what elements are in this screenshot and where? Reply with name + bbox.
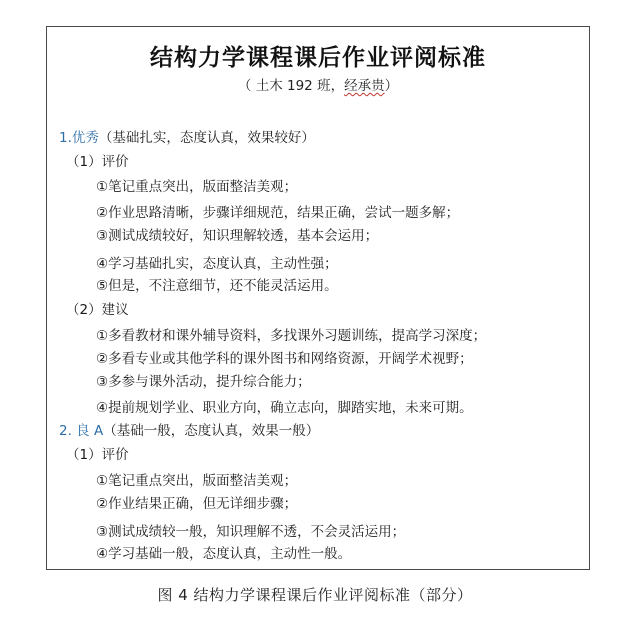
- standards-document: [46, 26, 590, 570]
- section-excellent-heading: [59, 126, 315, 146]
- document-title: 结构力学课程课后作业评阅标准: [150, 45, 486, 71]
- section-number: 1.优秀: [59, 130, 99, 146]
- criteria-item: ⑤但是，不注意细节，还不能灵活运用。: [96, 278, 338, 294]
- suggestion-item: ④提前规划学业、职业方向，确立志向，脚踏实地，未来可期。: [96, 400, 473, 416]
- subtitle-close: ）: [384, 78, 399, 94]
- subtitle-class: （ 土木 192 班，: [237, 78, 345, 94]
- document-subtitle: [47, 74, 589, 94]
- suggestion-item: ②多看专业或其他学科的课外图书和网络资源，开阔学术视野；: [96, 351, 473, 367]
- criteria-item: [96, 224, 378, 244]
- suggestion-heading: （2）建议: [66, 302, 129, 318]
- criteria-item: ④学习基础一般，态度认真，主动性一般。: [96, 546, 352, 562]
- evaluation-heading: （1）评价: [66, 154, 129, 170]
- subtitle-author: 经承贵: [344, 78, 385, 94]
- section-description: （基础一般，态度认真，效果一般）: [103, 423, 320, 439]
- criteria-item: ①笔记重点突出，版面整洁美观；: [96, 473, 298, 489]
- criteria-item: ②作业思路清晰，步骤详细规范，结果正确，尝试一题多解；: [96, 205, 460, 221]
- criteria-item: ③测试成绩较一般，知识理解不透，不会灵活运用；: [96, 524, 406, 540]
- section-description: （基础扎实，态度认真，效果较好）: [98, 130, 315, 146]
- section-good-a-heading: [59, 419, 319, 439]
- criteria-item: ②作业结果正确，但无详细步骤；: [96, 496, 298, 512]
- criteria-item: ①笔记重点突出，版面整洁美观；: [96, 179, 298, 195]
- section-number: 2. 良 A: [59, 423, 104, 439]
- suggestion-item: ③多参与课外活动，提升综合能力；: [96, 374, 311, 390]
- criteria-item: ④学习基础扎实，态度认真，主动性强；: [96, 256, 338, 272]
- evaluation-heading: （1）评价: [66, 447, 129, 463]
- criteria-item-text: ③测试成绩较好，知识理解较透，基本会运用；: [96, 228, 379, 244]
- figure-caption: 图 4 结构力学课程课后作业评阅标准（部分）: [157, 586, 473, 604]
- suggestion-item: ①多看教材和课外辅导资料，多找课外习题训练，提高学习深度；: [96, 328, 487, 344]
